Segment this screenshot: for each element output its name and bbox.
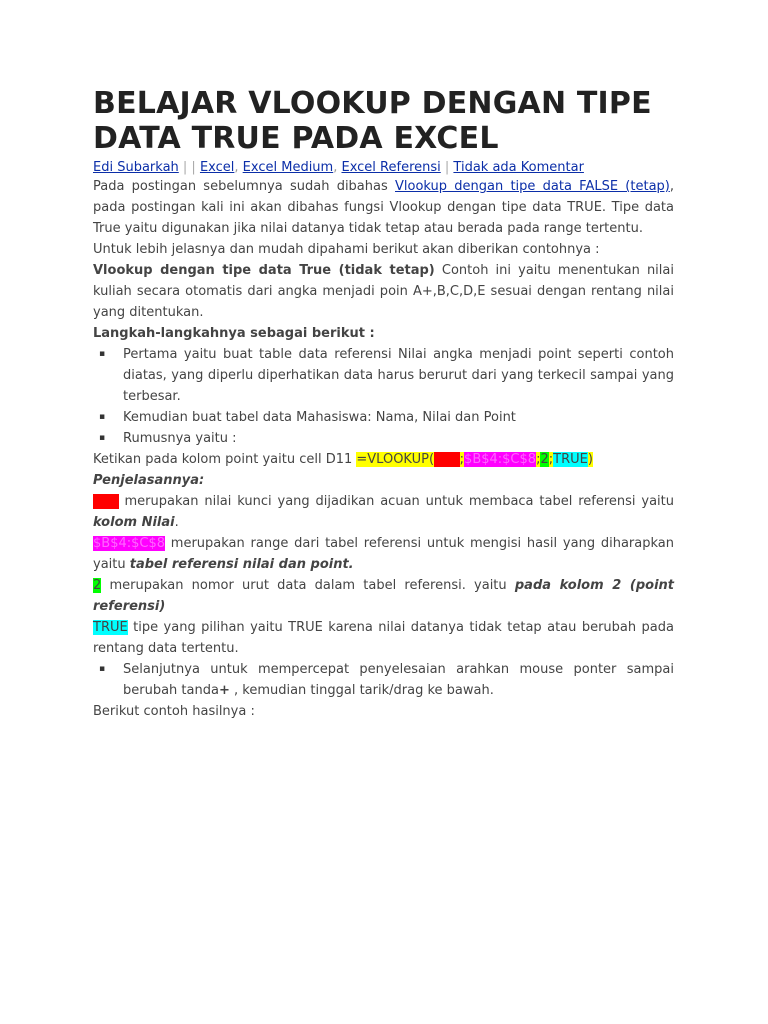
list-item (93, 659, 674, 701)
formula-arg-range-lookup: TRUE (553, 452, 588, 467)
explanation-text: merupakan nilai kunci yang dijadikan acuan untuk membaca tabel referensi yaitu (118, 494, 674, 509)
formula-arg-column-index: 2 (540, 452, 549, 467)
formula-arg-table-range: $B$4:$C$8 (464, 452, 537, 467)
author-link[interactable]: Edi Subarkah (93, 160, 179, 175)
intro-paragraph (93, 176, 674, 239)
list-item (93, 428, 674, 449)
tag-range-lookup: TRUE (93, 620, 128, 635)
step-text: Rumusnya yaitu : (123, 431, 237, 446)
example-intro-paragraph: Untuk lebih jelasnya dan mudah dipahami berikut akan diberikan contohnya : (93, 242, 600, 257)
explanation-emphasis: kolom Nilai (93, 515, 175, 530)
category-link-excel-referensi[interactable]: Excel Referensi (341, 160, 441, 175)
formula-separator: ; (459, 452, 465, 467)
explanation-text: merupakan nomor urut data dalam tabel referensi. yaitu (101, 578, 515, 593)
bullet-icon: ▪ (99, 412, 106, 422)
closing-text: Berikut contoh hasilnya : (93, 704, 255, 719)
formula-end: ) (587, 452, 593, 467)
list-item (93, 344, 674, 407)
tag-lookup-value: C11 (93, 494, 119, 509)
step-text: Selanjutnya untuk mempercepat penyelesaian arahkan mouse ponter sampai berubah tanda (123, 662, 674, 698)
explanation-lookup-value (93, 491, 674, 533)
category-link-excel[interactable]: Excel (199, 160, 235, 175)
explanation-heading: Penjelasannya: (93, 473, 205, 488)
bullet-icon: ▪ (99, 664, 106, 674)
explanation-column-index (93, 575, 674, 617)
list-item (93, 407, 674, 428)
steps-list (93, 344, 674, 449)
formula-separator: ; (548, 452, 554, 467)
tag-table-range: $B$4:$C$8 (93, 536, 166, 551)
explanation-range-lookup (93, 617, 674, 659)
tag-column-index: 2 (93, 578, 102, 593)
explanation-emphasis: tabel referensi nilai dan point. (129, 557, 354, 572)
previous-post-link[interactable]: Vlookup dengan tipe data FALSE (tetap) (395, 179, 670, 194)
category-link-excel-medium[interactable]: Excel Medium (242, 160, 334, 175)
explanation-text: merupakan range dari tabel referensi untuk mengisi hasil yang diharapkan yaitu (93, 536, 674, 572)
step-text: , kemudian tinggal tarik/drag ke bawah. (229, 683, 494, 698)
step-text: Pertama yaitu buat table data referensi Nilai angka menjadi point seperti contoh diatas, yang diperlu diperhatikan data harus berurut dari yang terkecil sampai yang terbesar. (123, 347, 674, 404)
formula-arg-lookup-value: C11 (434, 452, 460, 467)
meta-comma: , (234, 160, 243, 175)
explanation-end: . (174, 515, 179, 530)
example-text: Contoh ini yaitu menentukan nilai kuliah secara otomatis dari angka menjadi poin A+,B,C,D,E sesuai dengan rentang nilai yang ditentukan. (93, 263, 674, 320)
example-heading: Vlookup dengan tipe data True (tidak tetap) (93, 263, 435, 278)
steps-heading: Langkah-langkahnya sebagai berikut : (93, 326, 375, 341)
formula-start: =VLOOKUP( (356, 452, 435, 467)
bullet-icon: ▪ (99, 349, 106, 359)
formula-intro: Ketikan pada kolom point yaitu cell D11 (93, 452, 357, 467)
step-text: Kemudian buat tabel data Mahasiswa: Nama, Nilai dan Point (123, 410, 516, 425)
article (93, 86, 674, 722)
meta-separator: | (440, 160, 454, 175)
example-description (93, 260, 674, 323)
explanation-table-range (93, 533, 674, 575)
intro-text-rest: , pada postingan kali ini akan dibahas fungsi Vlookup dengan tipe data TRUE. Tipe data True yaitu digunakan jika nilai datanya tidak tetap atau berada pada range tertentu. (93, 179, 675, 236)
comments-link[interactable]: Tidak ada Komentar (453, 160, 584, 175)
final-step-list (93, 659, 674, 701)
explanation-text: tipe yang pilihan yaitu TRUE karena nilai datanya tidak tetap atau berubah pada rentang data tertentu. (93, 620, 674, 656)
explanation-emphasis: pada kolom 2 (point referensi) (93, 578, 674, 614)
page-title: BELAJAR VLOOKUP DENGAN TIPE DATA TRUE PADA EXCEL (93, 86, 652, 156)
post-meta (93, 159, 674, 176)
formula-line (93, 449, 674, 470)
formula-separator: ; (536, 452, 541, 467)
intro-text: Pada postingan sebelumnya sudah dibahas (93, 179, 395, 194)
plus-sign: + (218, 683, 230, 698)
bullet-icon: ▪ (99, 433, 106, 443)
meta-comma: , (333, 160, 342, 175)
meta-separator: | | (178, 160, 200, 175)
